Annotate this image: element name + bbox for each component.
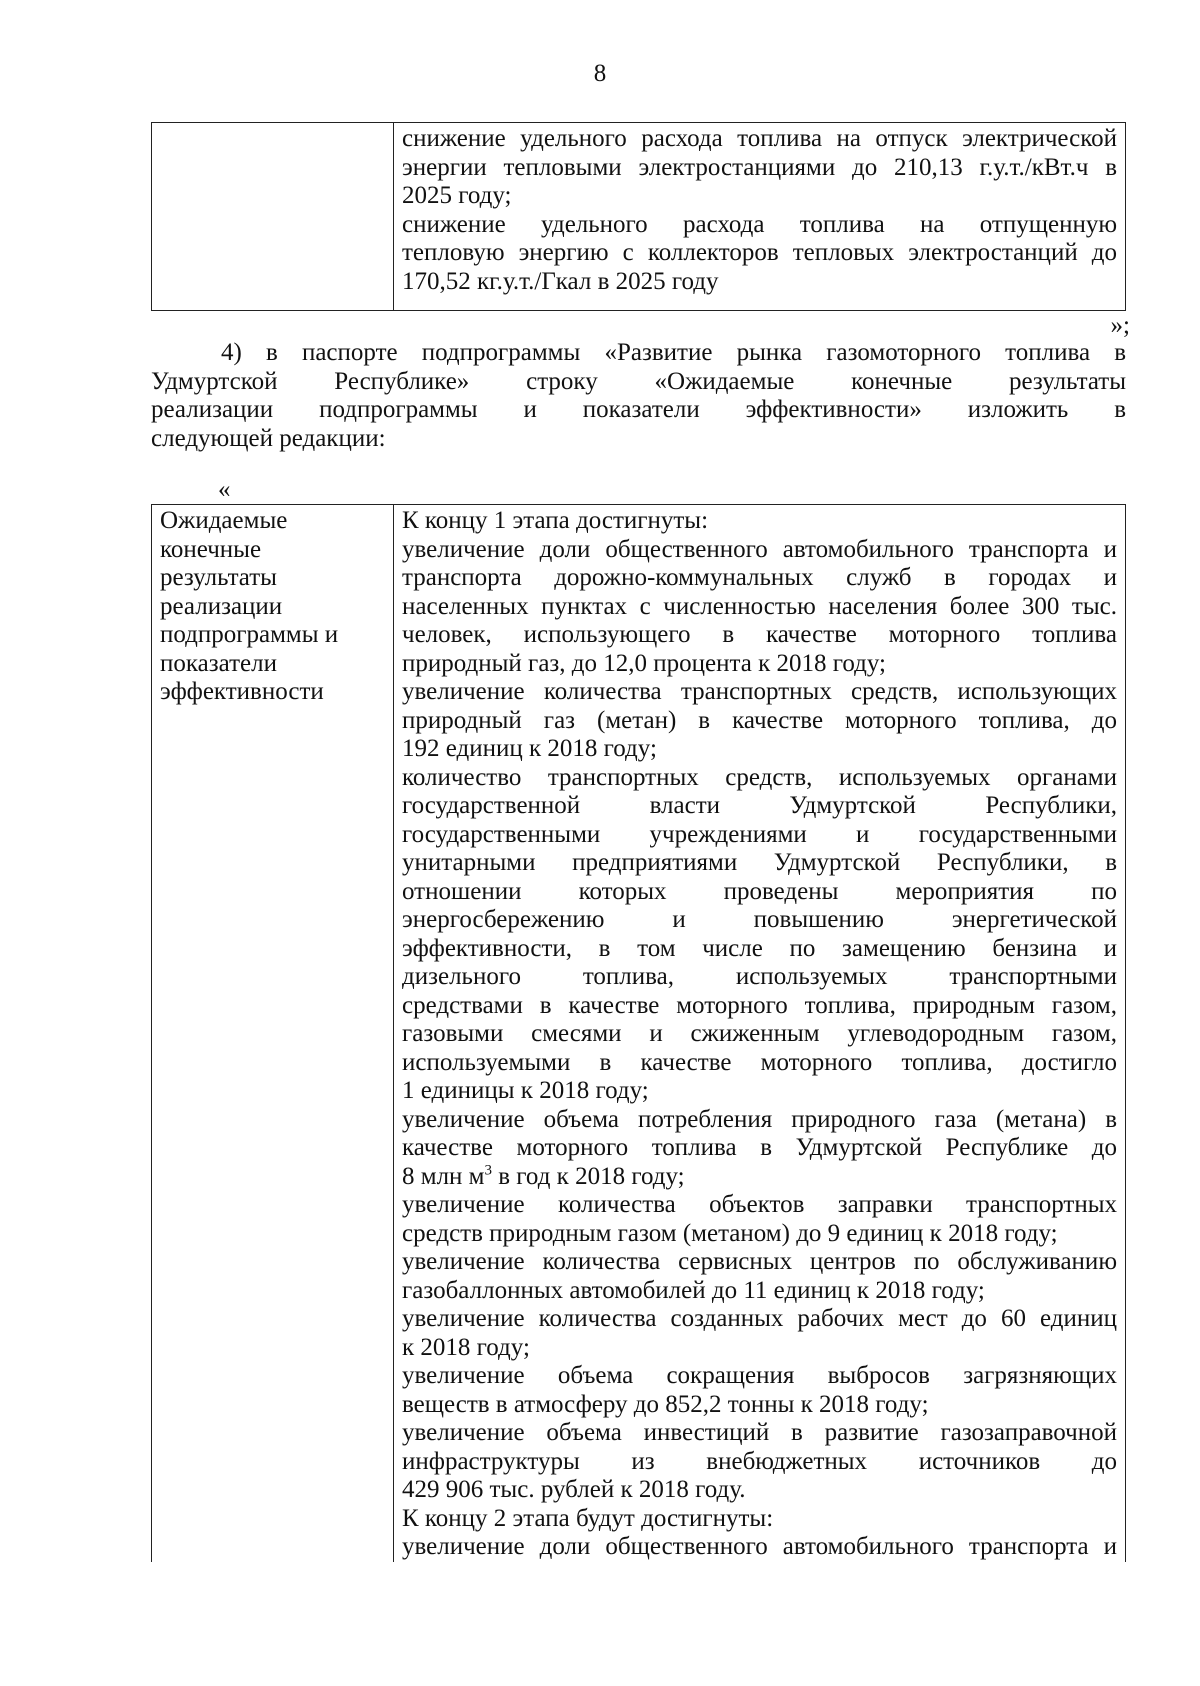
text-line: 1 единицы к 2018 году;	[402, 1077, 649, 1104]
table-top-left-cell	[152, 123, 394, 311]
table-top-continued	[151, 122, 1126, 311]
paragraph-line: реализации подпрограммы и показатели эффективности» изложить в	[151, 396, 1126, 423]
text-line: человек, использующего в качестве моторного топлива	[402, 621, 1117, 648]
closing-quote: »;	[1110, 312, 1130, 339]
text-line: увеличение количества объектов заправки транспортных	[402, 1191, 1117, 1218]
left-cell-line: реализации	[160, 592, 283, 620]
text-line: государственными учреждениями и государственными	[402, 820, 1117, 848]
text-line: количество транспортных средств, используемых органами	[402, 763, 1117, 791]
text-line: увеличение количества транспортных средств, использующих	[402, 678, 1117, 705]
text-line: 429 906 тыс. рублей к 2018 году.	[402, 1476, 746, 1503]
text-line: качестве моторного топлива в Удмуртской Республике до	[402, 1134, 1117, 1161]
superscript: 3	[484, 1162, 492, 1179]
text-line: природный газ, до 12,0 процента к 2018 году;	[402, 649, 886, 677]
table-top-right-cell	[394, 123, 1126, 311]
left-cell-line: показатели	[160, 649, 277, 677]
text-line: К концу 2 этапа будут достигнуты:	[402, 1504, 774, 1532]
text-line: дизельного топлива, используемых транспортными	[402, 963, 1117, 990]
text-line: транспорта дорожно-коммунальных служб в городах и	[402, 564, 1117, 591]
paragraph-line: следующей редакции:	[151, 424, 386, 452]
page-number: 8	[593, 60, 607, 87]
text-line: газобаллонных автомобилей до 11 единиц к 2018 году;	[402, 1276, 985, 1304]
paragraph-line: Удмуртской Республике» строку «Ожидаемые конечные результаты	[151, 367, 1126, 395]
text-line: эффективности, в том числе по замещению бензина и	[402, 934, 1117, 962]
text-line: отношении которых проведены мероприятия по	[402, 877, 1117, 905]
text-line: энергии тепловыми электростанциями до 210,13 г.у.т./кВт.ч в	[402, 153, 1117, 181]
text-line: увеличение объема инвестиций в развитие газозаправочной	[402, 1419, 1117, 1446]
text-line: увеличение доли общественного автомобильного транспорта и	[402, 1533, 1117, 1560]
text-line: увеличение количества сервисных центров по обслуживанию	[402, 1248, 1117, 1275]
text-line: увеличение доли общественного автомобильного транспорта и	[402, 535, 1117, 563]
text-line: средств природным газом (метаном) до 9 единиц к 2018 году;	[402, 1219, 1058, 1247]
text-line: веществ в атмосферу до 852,2 тонны к 2018 году;	[402, 1390, 929, 1418]
table-main-right-cell	[394, 505, 1126, 1562]
table-main	[151, 504, 1126, 1562]
text-line: снижение удельного расхода топлива на отпуск электрической	[402, 125, 1117, 152]
opening-quote: «	[218, 476, 231, 503]
left-cell-line: конечные	[160, 535, 262, 563]
text-line: 170,52 кг.у.т./Гкал в 2025 году	[402, 267, 719, 295]
text-line: государственной власти Удмуртской Республики,	[402, 792, 1117, 819]
text-line: снижение удельного расхода топлива на отпущенную	[402, 210, 1117, 238]
text-line: к 2018 году;	[402, 1333, 530, 1361]
text-line: унитарными предприятиями Удмуртской Республики, в	[402, 849, 1117, 876]
text-line: увеличение количества созданных рабочих мест до 60 единиц	[402, 1305, 1117, 1332]
text-line: 2025 году;	[402, 182, 512, 209]
table-main-left-cell	[152, 505, 394, 1562]
text-line: населенных пунктах с численностью населения более 300 тыс.	[402, 592, 1117, 620]
text-line: природный газ (метан) в качестве моторного топлива, до	[402, 706, 1117, 734]
amendment-paragraph	[151, 339, 1126, 453]
text-line: средствами в качестве моторного топлива, природным газом,	[402, 991, 1117, 1019]
text-line: увеличение объема сокращения выбросов загрязняющих	[402, 1362, 1117, 1389]
table-row	[152, 123, 1126, 311]
text-line: газовыми смесями и сжиженным углеводородным газом,	[402, 1020, 1117, 1047]
paragraph-line: 4) в паспорте подпрограммы «Развитие рынка газомоторного топлива в	[221, 339, 1126, 366]
text-line: тепловую энергию с коллекторов тепловых электростанций до	[402, 239, 1117, 266]
left-cell-line: результаты	[160, 564, 277, 591]
text-line: К концу 1 этапа достигнуты:	[402, 507, 709, 534]
text-fragment: в год к 2018 году;	[492, 1162, 685, 1190]
text-line: энергосбережению и повышению энергетической	[402, 906, 1117, 933]
text-fragment: 8 млн м	[402, 1162, 485, 1190]
text-line: 192 единиц к 2018 году;	[402, 735, 657, 762]
left-cell-line: эффективности	[160, 678, 324, 705]
table-row	[152, 505, 1126, 1562]
text-line: увеличение объема потребления природного газа (метана) в	[402, 1105, 1117, 1133]
text-line: используемыми в качестве моторного топлива, достигло	[402, 1048, 1117, 1076]
text-line: инфраструктуры из внебюджетных источников до	[402, 1447, 1117, 1475]
text-line	[402, 1163, 1117, 1192]
left-cell-line: Ожидаемые	[160, 507, 288, 534]
left-cell-line: подпрограммы и	[160, 621, 339, 648]
